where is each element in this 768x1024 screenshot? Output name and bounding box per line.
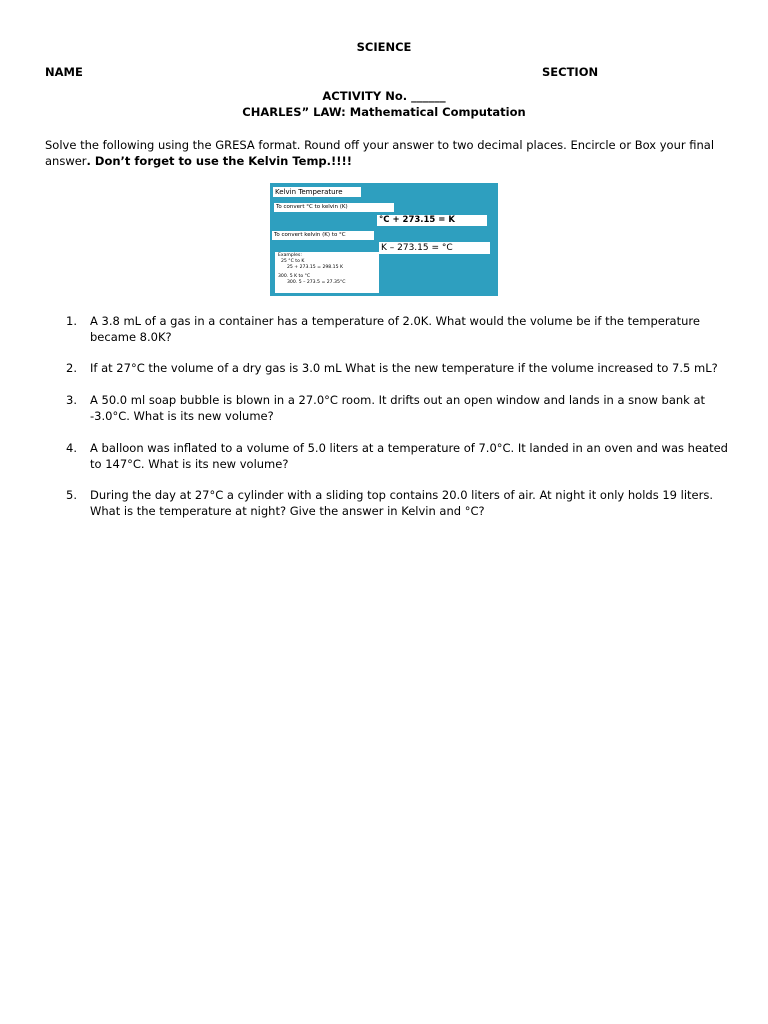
example-line: 300. 5 – 273.5 = 27.35°C [287,280,346,285]
example-line: 25 + 273.15 = 298.15 K [287,265,344,270]
kelvin-temperature-box [270,183,498,296]
question-text: If at 27°C the volume of a dry gas is 3.0 mL What is the new temperature if the volume increased to 7.5 mL? [90,361,718,375]
name-label: NAME [45,65,83,79]
question-number: 4. [66,441,77,455]
question-text: A 50.0 ml soap bubble is blown in a 27.0°C room. It drifts out an open window and lands in a snow bank at -3.0°C. What is its new volume? [90,393,706,423]
question-number: 3. [66,393,77,407]
celsius-to-kelvin-label: To convert °C to kelvin (K) [274,203,394,212]
question-text: A 3.8 mL of a gas in a container has a temperature of 2.0K. What would the volume be if the temperature became 8.0K? [90,314,700,344]
kelvin-to-celsius-formula: K – 273.15 = °C [379,242,490,254]
page-title: CHARLES” LAW: Mathematical Computation [242,105,526,119]
instructions [45,137,735,169]
question-number: 2. [66,361,77,375]
example-line: 300. 5 K to °C [278,274,311,279]
kelvin-to-celsius-label: To convert kelvin (K) to °C [272,231,374,240]
question-text: A balloon was inflated to a volume of 5.0 liters at a temperature of 7.0°C. It landed in an oven and was heated to 147°C. What is its new volume? [90,441,728,471]
section-label: SECTION [542,65,599,79]
conversion-examples [275,252,379,293]
question-text: During the day at 27°C a cylinder with a sliding top contains 20.0 liters of air. At night it only holds 19 liters. What is the temperature at night? Give the answer in Kelvin and °C? [90,488,713,518]
example-line: Examples: [278,253,302,258]
activity-number: ACTIVITY No. ______ [322,89,446,103]
example-line: 25 °C to K [281,259,305,264]
question-number: 1. [66,314,77,328]
celsius-to-kelvin-formula: °C + 273.15 = K [377,215,487,226]
instructions-bold: . Don’t forget to use the Kelvin Temp.!!!! [86,154,353,168]
instructions-text: Solve the following using the GRESA format. Round off your answer to two decimal places. Encircle or Box your final answer [45,138,715,168]
question-number: 5. [66,488,77,502]
subject-heading: SCIENCE [356,40,412,54]
kelvin-box-title: Kelvin Temperature [273,187,361,197]
